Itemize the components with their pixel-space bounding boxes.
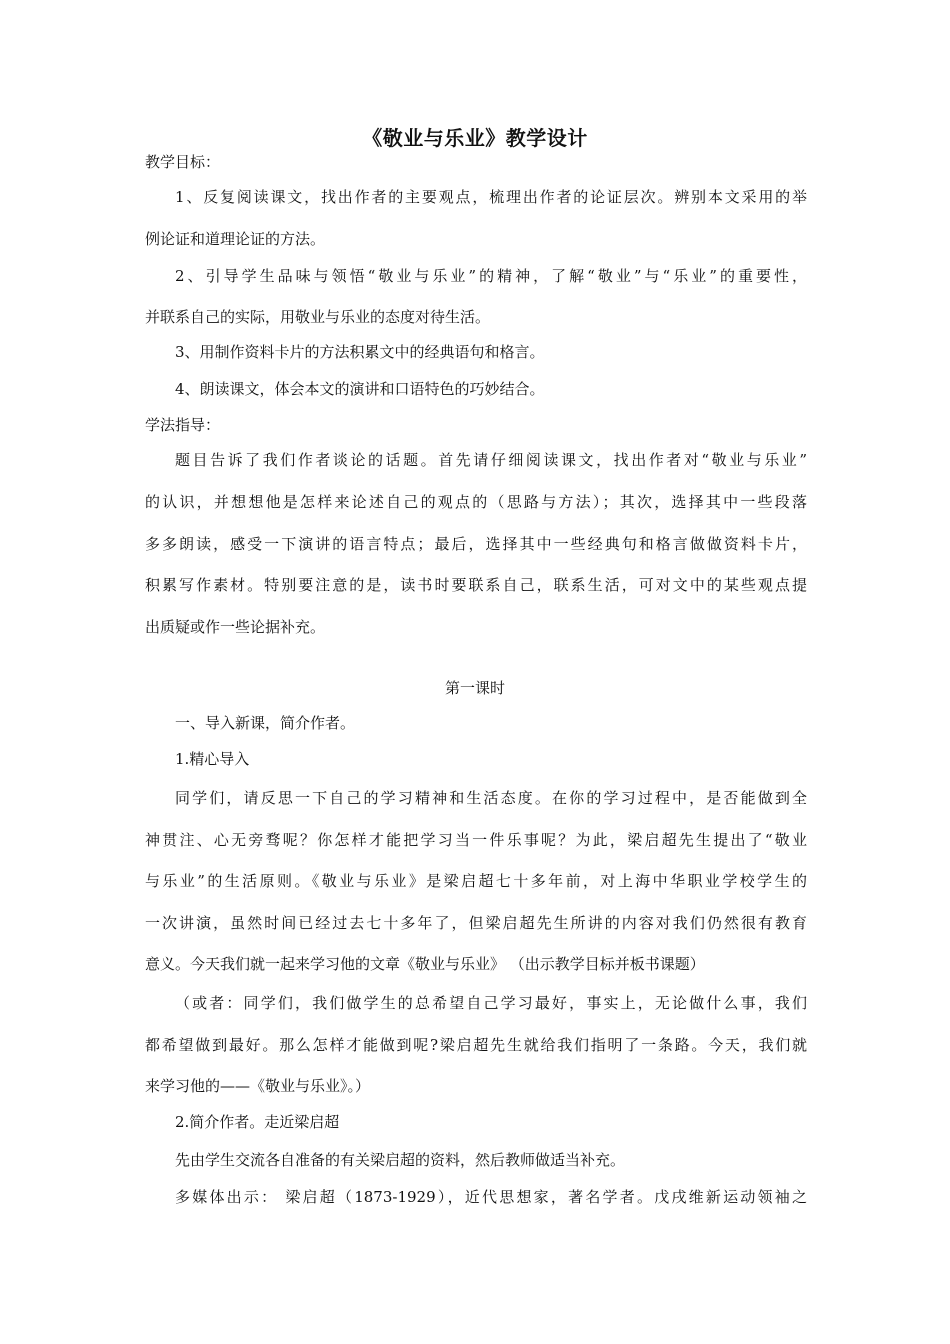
- paragraph-line: 神贯注、心无旁骛呢？你怎样才能把学习当一件乐事呢？为此，梁启超先生提出了“敬业: [145, 831, 807, 849]
- paragraph-line: 来学习他的——《敬业与乐业》。）: [145, 1077, 371, 1095]
- section-heading-study-guide: 学法指导：: [145, 416, 221, 434]
- objective-item-2: 2、引导学生品味与领悟“敬业与乐业”的精神，了解“敬业”与“乐业”的重要性，: [175, 267, 807, 285]
- paragraph-line: 多媒体出示： 梁启超（1873-1929），近代思想家，著名学者。戊戌维新运动领袖之: [175, 1188, 807, 1206]
- paragraph-line: （或者：同学们，我们做学生的总希望自己学习最好，事实上，无论做什么事，我们: [175, 994, 807, 1012]
- objective-item-1-cont: 例论证和道理论证的方法。: [145, 230, 326, 248]
- objective-item-1: 1、反复阅读课文，找出作者的主要观点，梳理出作者的论证层次。辨别本文采用的举: [175, 188, 807, 206]
- objective-item-3: 3、用制作资料卡片的方法积累文中的经典语句和格言。: [175, 343, 545, 361]
- paragraph-line: 意义。今天我们就一起来学习他的文章《敬业与乐业》 （出示教学目标并板书课题）: [145, 955, 705, 973]
- document-title: 《敬业与乐业》教学设计: [362, 126, 588, 150]
- paragraph-line: 与乐业”的生活原则。《敬业与乐业》是梁启超七十多年前，对上海中华职业学校学生的: [145, 872, 807, 890]
- paragraph-line: 一次讲演，虽然时间已经过去七十多年了，但梁启超先生所讲的内容对我们仍然很有教育: [145, 914, 807, 932]
- subheading-intro: 1.精心导入: [175, 750, 250, 768]
- section-heading-objectives: 教学目标：: [145, 153, 221, 171]
- paragraph-line: 多多朗读，感受一下演讲的语言特点；最后，选择其中一些经典句和格言做做资料卡片，: [145, 535, 807, 553]
- objective-item-4: 4、朗读课文，体会本文的演讲和口语特色的巧妙结合。: [175, 380, 545, 398]
- paragraph-line: 积累写作素材。特别要注意的是，读书时要联系自己，联系生活，可对文中的某些观点提: [145, 576, 807, 594]
- paragraph-line: 的认识，并想想他是怎样来论述自己的观点的（思路与方法）；其次，选择其中一些段落: [145, 493, 807, 511]
- section-heading-intro: 一、导入新课，简介作者。: [175, 714, 356, 732]
- paragraph-line: 先由学生交流各自准备的有关梁启超的资料，然后教师做适当补充。: [175, 1151, 626, 1169]
- paragraph-line: 出质疑或作一些论据补充。: [145, 618, 326, 636]
- lesson-heading: 第一课时: [444, 679, 505, 697]
- paragraph-line: 题目告诉了我们作者谈论的话题。首先请仔细阅读课文，找出作者对“敬业与乐业”: [175, 451, 807, 469]
- paragraph-line: 同学们，请反思一下自己的学习精神和生活态度。在你的学习过程中，是否能做到全: [175, 789, 807, 807]
- subheading-author: 2.简介作者。走近梁启超: [175, 1113, 340, 1131]
- paragraph-line: 都希望做到最好。那么怎样才能做到呢?梁启超先生就给我们指明了一条路。今天，我们就: [145, 1036, 807, 1054]
- objective-item-2-cont: 并联系自己的实际，用敬业与乐业的态度对待生活。: [145, 308, 491, 326]
